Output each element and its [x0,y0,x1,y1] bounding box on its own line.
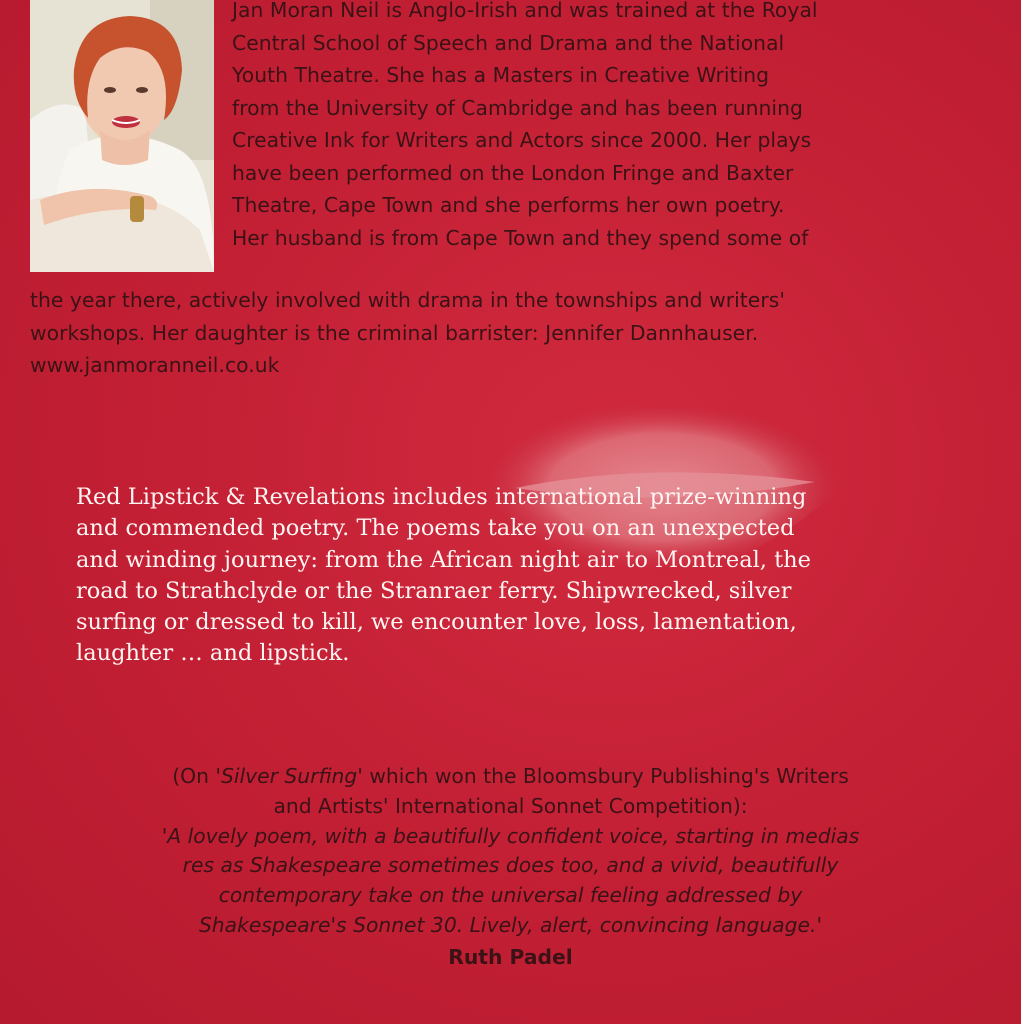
review-quote-line: 'A lovely poem, with a beautifully confident voice, starting in medias [161,823,860,848]
review-intro [0,762,1021,792]
blurb-line: and commended poetry. The poems take you on an unexpected [76,515,795,542]
review-quote-line: Shakespeare's Sonnet 30. Lively, alert, convincing language.' [198,912,823,937]
review-block [0,762,1021,973]
bio-line: Creative Ink for Writers and Actors since 2000. Her plays [232,128,812,152]
review-quote-line: contemporary take on the universal feeling addressed by [218,883,803,908]
review-quote-line: res as Shakespeare sometimes does too, and a vivid, beautifully [182,853,839,878]
bio-line: Her husband is from Cape Town and they spend some of [232,225,809,250]
bio-line: have been performed on the London Fringe and Baxter [232,160,794,185]
bio-line: Jan Moran Neil is Anglo-Irish and was trained at the Royal [232,0,818,22]
bio-line: the year there, actively involved with drama in the townships and writers' [30,288,785,312]
author-photo [30,0,214,272]
review-intro-prefix: (On [172,764,216,788]
bio-line: Youth Theatre. She has a Masters in Creative Writing [232,63,770,87]
bio-line: Central School of Speech and Drama and the National [232,30,785,55]
review-intro-rest: which won the Bloomsbury Publishing's Writers [362,764,849,788]
author-bio-top [232,0,818,254]
blurb-line: laughter … and lipstick. [76,640,350,667]
author-portrait-image [30,0,214,272]
bio-line: workshops. Her daughter is the criminal barrister: Jennifer Dannhauser. [30,320,759,345]
author-bio-bottom [30,284,785,382]
author-website: www.janmoranneil.co.uk [30,353,280,377]
poem-title: 'Silver Surfing' [215,764,363,788]
blurb-line: surfing or dressed to kill, we encounter love, loss, lamentation, [76,609,797,636]
blurb-line: road to Strathclyde or the Stranraer ferry. Shipwrecked, silver [76,577,792,604]
blurb-line: Red Lipstick & Revelations includes international prize-winning [76,484,807,510]
blurb-line: and winding journey: from the African night air to Montreal, the [76,546,811,573]
review-attribution: Ruth Padel [448,944,573,969]
bio-line: from the University of Cambridge and has been running [232,95,803,120]
book-blurb [76,482,811,670]
bio-line: Theatre, Cape Town and she performs her own poetry. [232,193,785,217]
review-intro-line2: and Artists' International Sonnet Competition): [273,793,748,818]
